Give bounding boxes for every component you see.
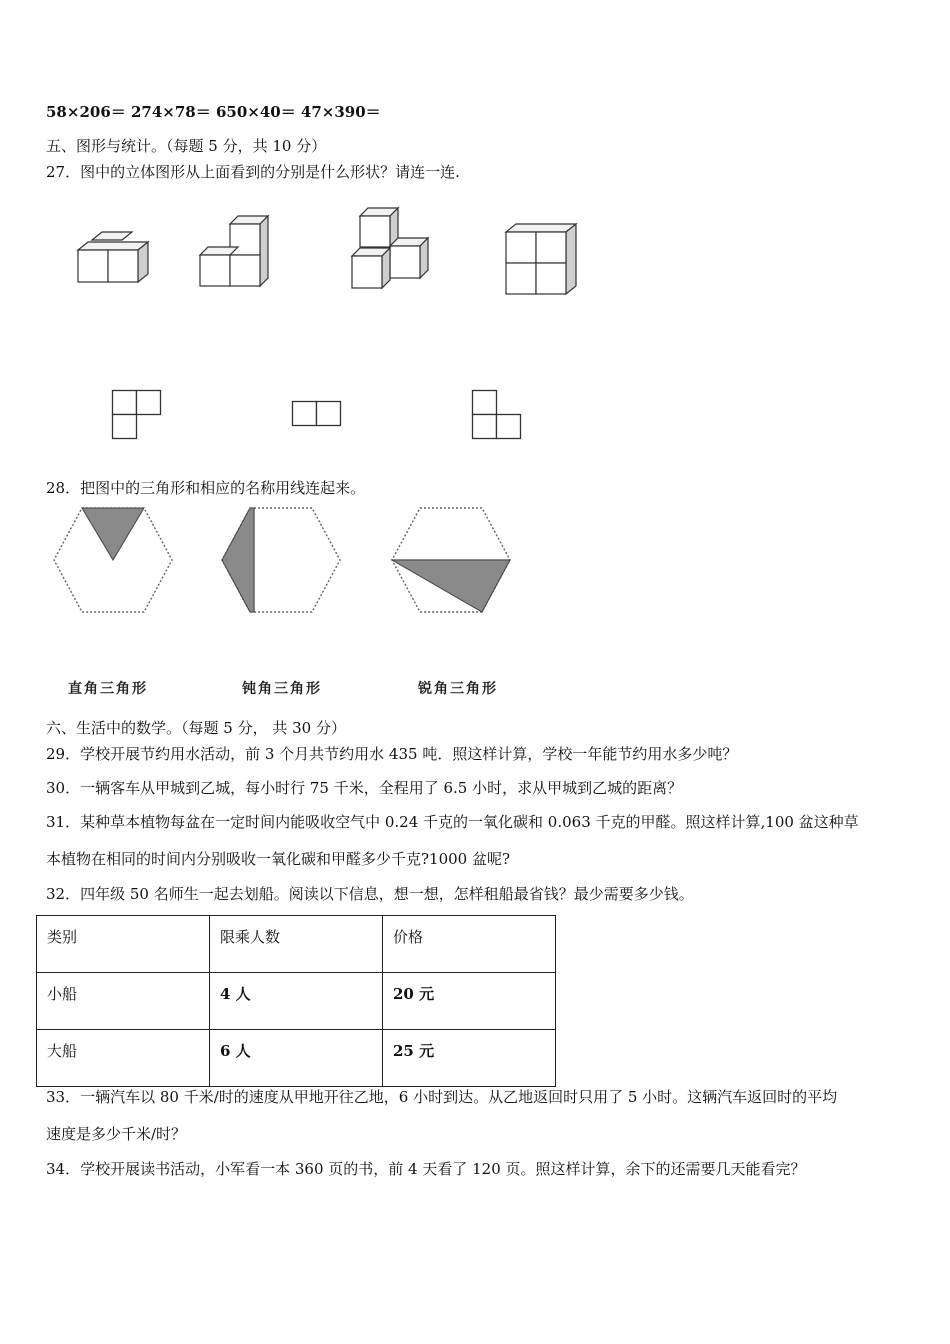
solid-figure-3: [344, 204, 444, 294]
table-cell: 6 人: [209, 1030, 382, 1087]
table-header-cell: 限乘人数: [209, 916, 382, 973]
solid-figure-2: [192, 212, 282, 292]
hexagon-triangle-3: [390, 506, 514, 614]
top-view-l-shape-2: [472, 390, 524, 440]
question-29: 29．学校开展节约用水活动，前 3 个月共节约用水 435 吨．照这样计算，学校一年能节约用水多少吨？: [46, 745, 738, 763]
question-28: 28．把图中的三角形和相应的名称用线连起来。: [46, 479, 366, 497]
table-cell: 小船: [37, 973, 210, 1030]
table-cell: 20 元: [382, 973, 555, 1030]
section-5-heading: 五、图形与统计。（每题 5 分，共 10 分）: [46, 137, 327, 155]
question-30: 30．一辆客车从甲城到乙城，每小时行 75 千米，全程用了 6.5 小时，求从甲城到乙城的距离？: [46, 779, 683, 797]
table-cell: 大船: [37, 1030, 210, 1087]
question-31-line-1: 31．某种草本植物每盆在一定时间内能吸收空气中 0.24 千克的一氧化碳和 0.063 千克的甲醛。照这样计算,100 盆这种草: [46, 813, 859, 831]
question-33-line-2: 速度是多少千米/时？: [46, 1125, 187, 1143]
label-right-triangle: 直角三角形: [68, 681, 148, 697]
table-header-row: [37, 916, 556, 973]
question-27: 27．图中的立体图形从上面看到的分别是什么形状？请连一连.: [46, 163, 460, 181]
calc-row: 58×206＝ 274×78＝ 650×40＝ 47×390＝: [46, 103, 381, 121]
solid-figure-4: [500, 218, 590, 298]
top-view-l-shape-1: [112, 390, 164, 440]
question-32: 32．四年级 50 名师生一起去划船。阅读以下信息，想一想，怎样租船最省钱？最少需要多少钱。: [46, 885, 694, 903]
question-31-line-2: 本植物在相同的时间内分别吸收一氧化碳和甲醛多少千克?1000 盆呢?: [46, 850, 511, 868]
hexagon-triangle-2: [220, 506, 344, 614]
table-row: [37, 973, 556, 1030]
top-view-two-squares: [292, 401, 344, 429]
solid-figure-1: [70, 228, 160, 288]
table-header-cell: 类别: [37, 916, 210, 973]
hexagon-triangle-1: [52, 506, 176, 614]
table-cell: 25 元: [382, 1030, 555, 1087]
question-34: 34．学校开展读书活动，小军看一本 360 页的书，前 4 天看了 120 页。照这样计算，余下的还需要几天能看完？: [46, 1160, 806, 1178]
table-row: [37, 1030, 556, 1087]
table-cell: 4 人: [209, 973, 382, 1030]
table-header-cell: 价格: [382, 916, 555, 973]
boat-price-table: [36, 915, 556, 1087]
section-6-heading: 六、生活中的数学。（每题 5 分， 共 30 分）: [46, 719, 346, 737]
label-acute-triangle: 锐角三角形: [418, 681, 498, 697]
label-obtuse-triangle: 钝角三角形: [242, 681, 322, 697]
question-33-line-1: 33．一辆汽车以 80 千米/时的速度从甲地开往乙地，6 小时到达。从乙地返回时只用了 5 小时。这辆汽车返回时的平均: [46, 1088, 838, 1106]
